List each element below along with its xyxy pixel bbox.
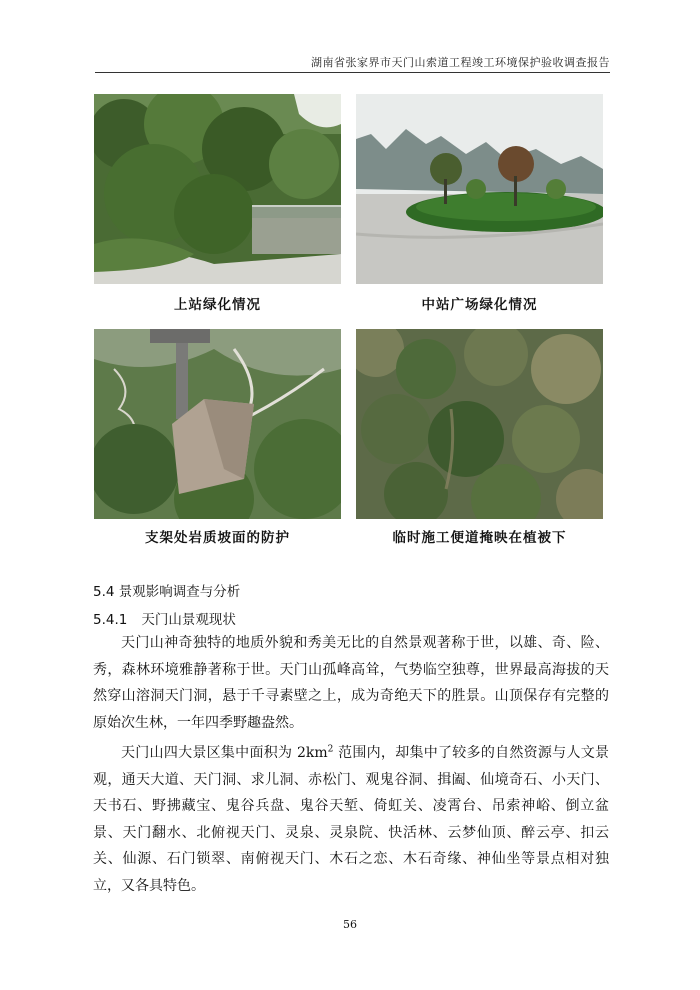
section-heading-number: 5.4: [93, 584, 115, 600]
paragraph-2-rest: 范围内，却集中了较多的自然资源与人文景观，通天大道、天门洞、求儿洞、赤松门、观鬼谷洞、揖阖、仙境奇石、小天门、天书石、野拂藏宝、鬼谷兵盘、鬼谷天堑、倚虹关、凌霄台、吊索神峪、倒立盆景、天门翻水、北俯视天门、灵泉、灵泉院、快活林、云梦仙顶、醉云亭、扣云关、仙源、石门锁翠、南俯视天门、木石之恋、木石奇缘、神仙坐等景点相对独立，又各具特色。: [93, 745, 609, 894]
temporary-road-photo: [356, 329, 603, 519]
body-paragraph-2: [93, 740, 609, 899]
upper-station-greenery-photo: [94, 94, 341, 284]
figure-caption-2: 中站广场绿化情况: [421, 297, 538, 313]
tower-rock-slope-photo: [94, 329, 341, 519]
figure-caption-1: 上站绿化情况: [174, 297, 261, 313]
page-number: 56: [343, 918, 357, 931]
running-header: 湖南省张家界市天门山索道工程竣工环境保护验收调查报告: [311, 56, 610, 69]
middle-station-plaza-photo: [356, 94, 603, 284]
figure-caption-3: 支架处岩质坡面的防护: [145, 530, 290, 546]
subsection-heading-number: 5.4.1: [93, 612, 128, 628]
figure-caption-4: 临时施工便道掩映在植被下: [392, 530, 567, 546]
subsection-heading: [93, 608, 236, 628]
area-unit-superscript: 2: [327, 744, 334, 755]
header-rule: [95, 72, 610, 73]
section-heading-text: 景观影响调查与分析: [118, 584, 241, 600]
subsection-heading-text: 天门山景观现状: [141, 612, 236, 628]
section-heading: [93, 580, 240, 600]
paragraph-2-lead: 天门山四大景区集中面积为 2km: [121, 745, 328, 761]
body-paragraph-1: 天门山神奇独特的地质外貌和秀美无比的自然景观著称于世，以雄、奇、险、秀，森林环境雅静著称于世。天门山孤峰高耸，气势临空独尊，世界最高海拔的天然穿山溶洞天门洞，悬于千寻素壁之上，成为奇绝天下的胜景。山顶保存有完整的原始次生林，一年四季野趣盎然。: [93, 635, 609, 731]
